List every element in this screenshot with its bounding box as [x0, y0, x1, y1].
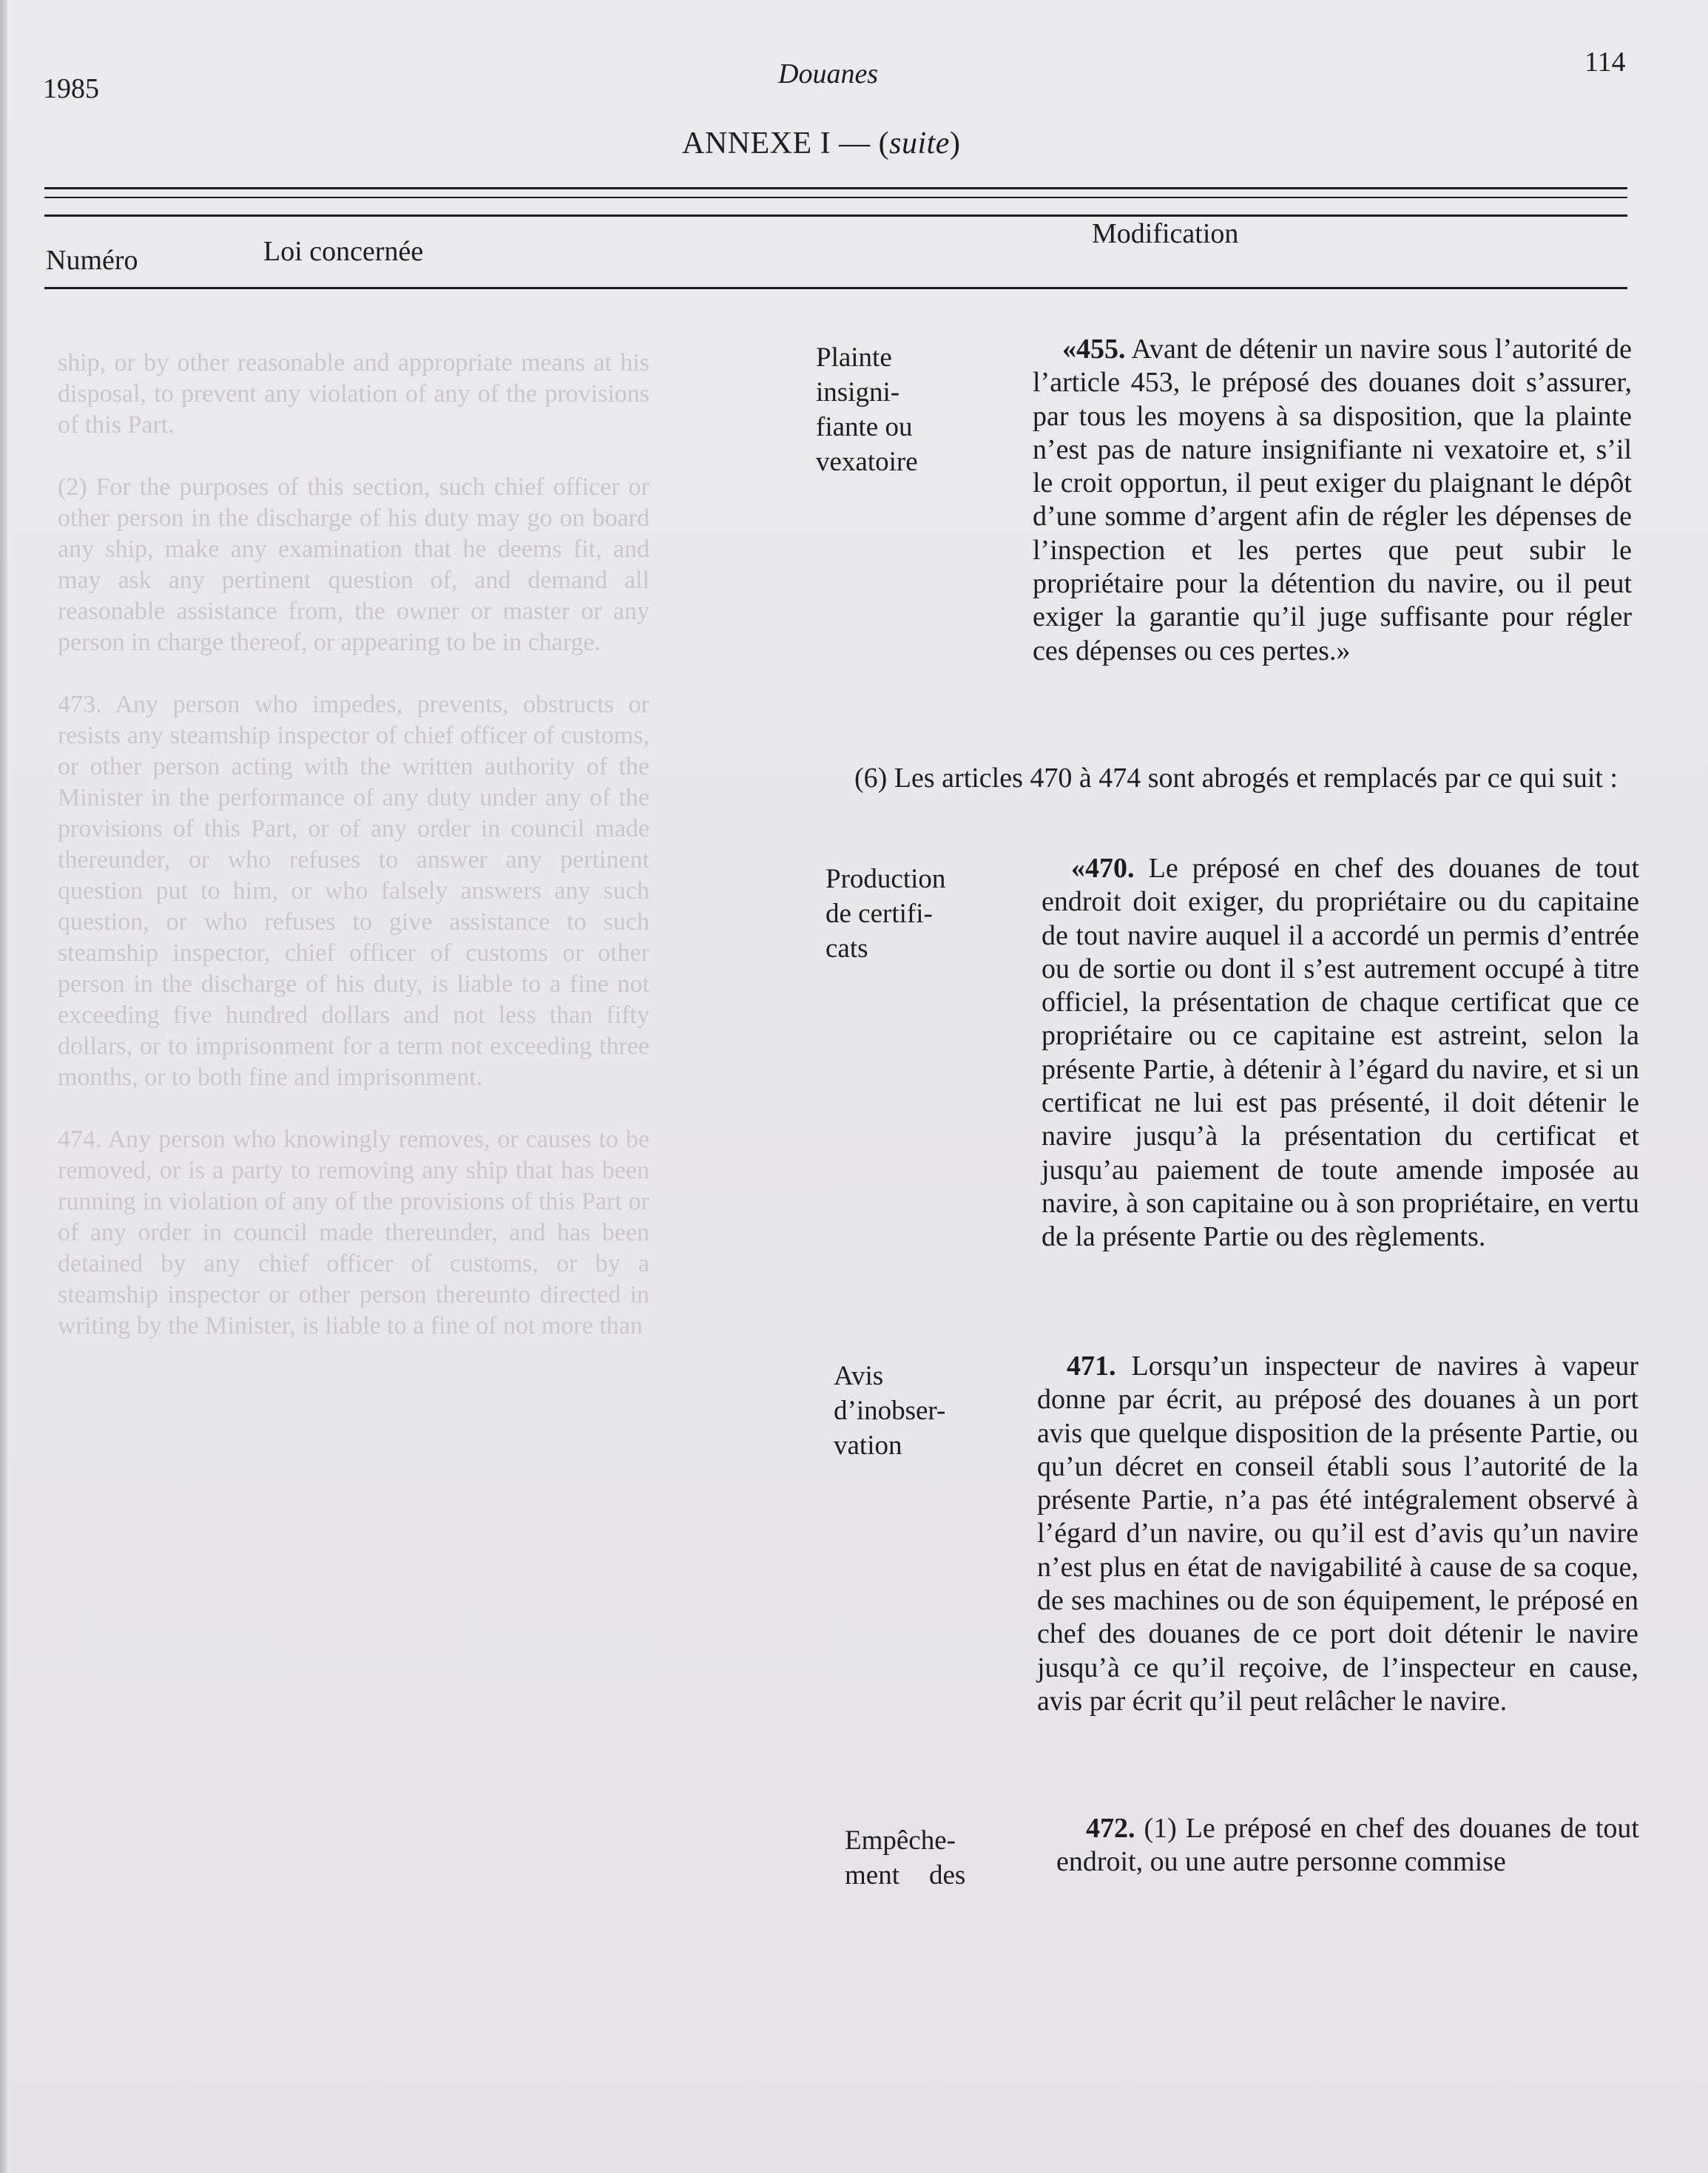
book-spine-shadow [0, 0, 7, 2173]
margin-line: d’inobser- [834, 1396, 946, 1426]
margin-line: cats [826, 933, 868, 964]
section-number: 472. [1086, 1813, 1135, 1844]
margin-line: insigni- [816, 377, 900, 408]
margin-line: Plainte [816, 342, 892, 373]
margin-note-455 [816, 340, 993, 479]
page-number: 114 [1584, 47, 1626, 78]
section-body: Lorsqu’un inspecteur de navires à vapeur donne par écrit, au préposé des douanes à un port avis que quelque disposition de la présente Partie, ou qu’un décret en conseil établi sous l’autorité de la présente Partie, n’a pas été intégralement observé à l’égard d’un navire, ou qu’il est d’avis qu’un navire n’est plus en état de navigabilité à cause de sa coque, de ses machines ou de son équipement, le préposé en chef des douanes de ce port doit détenir le navire jusqu’à ce qu’il reçoive, de l’inspecteur en cause, avis par écrit qu’il peut relâcher le navire. [1037, 1351, 1638, 1717]
column-header-number: Numéro [46, 245, 138, 276]
section-455-text [1033, 333, 1632, 668]
top-rule-1 [44, 187, 1627, 189]
section-number: «455. [1062, 334, 1126, 365]
column-header-amendment: Modification [1092, 218, 1239, 249]
margin-line: Empêche- [845, 1825, 956, 1856]
section-472-text [1056, 1812, 1639, 1879]
margin-line: Avis [834, 1361, 884, 1391]
annex-suffix: suite [889, 126, 950, 160]
margin-line: vation [834, 1430, 902, 1461]
annex-title: ANNEXE I — (suite) [682, 126, 961, 160]
margin-line [845, 1858, 1022, 1893]
margin-word: des [928, 1860, 966, 1890]
top-rule-3 [44, 214, 1627, 217]
running-title: Douanes [778, 58, 879, 89]
margin-note-471 [834, 1359, 1011, 1463]
page-year: 1985 [43, 73, 99, 104]
top-rule-2 [44, 197, 1627, 198]
section-number: 471. [1067, 1351, 1116, 1382]
margin-note-470 [826, 862, 1003, 966]
repeal-text: (6) Les articles 470 à 474 sont abrogés et remplacés par ce qui suit : [854, 763, 1618, 794]
margin-line: vexatoire [816, 447, 918, 477]
section-470-text [1042, 852, 1639, 1254]
section-body: (1) Le préposé en chef des douanes de tout endroit, ou une autre personne commise [1056, 1813, 1639, 1878]
header-bottom-rule [44, 287, 1627, 289]
show-through-text: ship, or by other reasonable and appropriate means at his disposal, to prevent any violation of any of the provisions of this Part. (2) For the purposes of this section, such chief officer or other person in the discharge of his duty may go on board any ship, make any examination that he deems fit, and may ask any pertinent question of, and demand all reasonable assistance from, the owner or master or any person in charge thereof, or appearing to be in charge. 473. Any person who impedes, prevents, obstructs or resists any steamship inspector of chief officer of customs, or other person acting with the written authority of the Minister in the performance of any duty under any of the provisions of this Part, or of any order in council made thereunder, or who refuses to answer any pertinent question put to him, or who falsely answers any such question, or who refuses to give assistance to such steamship inspector, chief officer of customs or other person in the discharge of his duty, is liable to a fine not exceeding five hundred dollars and not less than fifty dollars, or to imprisonment for a term not exceeding three months, or to both fine and imprisonment. 474. Any person who knowingly removes, or causes to be removed, or is a party to removing any ship that has been running in violation of any of the provisions of this Part or of any order in council made thereunder, and has been detained by any chief officer of customs, or by a steamship inspector or other person thereunto directed in writing by the Minister, is liable to a fine of not more than [58, 349, 649, 1339]
section-471-text [1037, 1350, 1638, 1718]
section-body: Avant de détenir un navire sous l’autorité de l’article 453, le préposé des douanes doit s’assurer, par tous les moyens à sa disposition, que la plainte n’est pas de nature insignifiante ni vexatoire et, s’il le croit opportun, il peut exiger du plaignant le dépôt d’une somme d’argent afin de régler les dépenses de l’inspection et les pertes que peut subir le propriétaire pour la détention du navire, ou il peut exiger la garantie qu’il juge suffisante pour régler ces dépenses ou ces pertes.» [1033, 334, 1632, 666]
annex-label: ANNEXE I — ( [682, 126, 890, 160]
margin-line: fiante ou [816, 412, 913, 442]
margin-line: de certifi- [826, 899, 933, 929]
margin-line: Production [826, 864, 946, 894]
repeal-paragraph [854, 762, 1638, 795]
margin-note-472 [845, 1823, 1022, 1893]
column-header-act: Loi concernée [263, 236, 424, 267]
margin-word: ment [845, 1860, 899, 1890]
section-body: Le préposé en chef des douanes de tout endroit doit exiger, du propriétaire ou du capitaine de tout navire auquel il a accordé un permis d’entrée ou de sortie ou dont il s’est autrement occupé à titre officiel, la présentation de chaque certificat que ce propriétaire ou ce capitaine est astreint, selon la présente Partie, à détenir à l’égard du navire, et si un certificat ne lui est pas présenté, il doit détenir le navire jusqu’à la présentation du certificat et jusqu’au paiement de toute amende imposée au navire, à son capitaine ou à son propriétaire, en vertu de la présente Partie ou des règlements. [1042, 853, 1639, 1253]
section-number: «470. [1071, 853, 1135, 884]
